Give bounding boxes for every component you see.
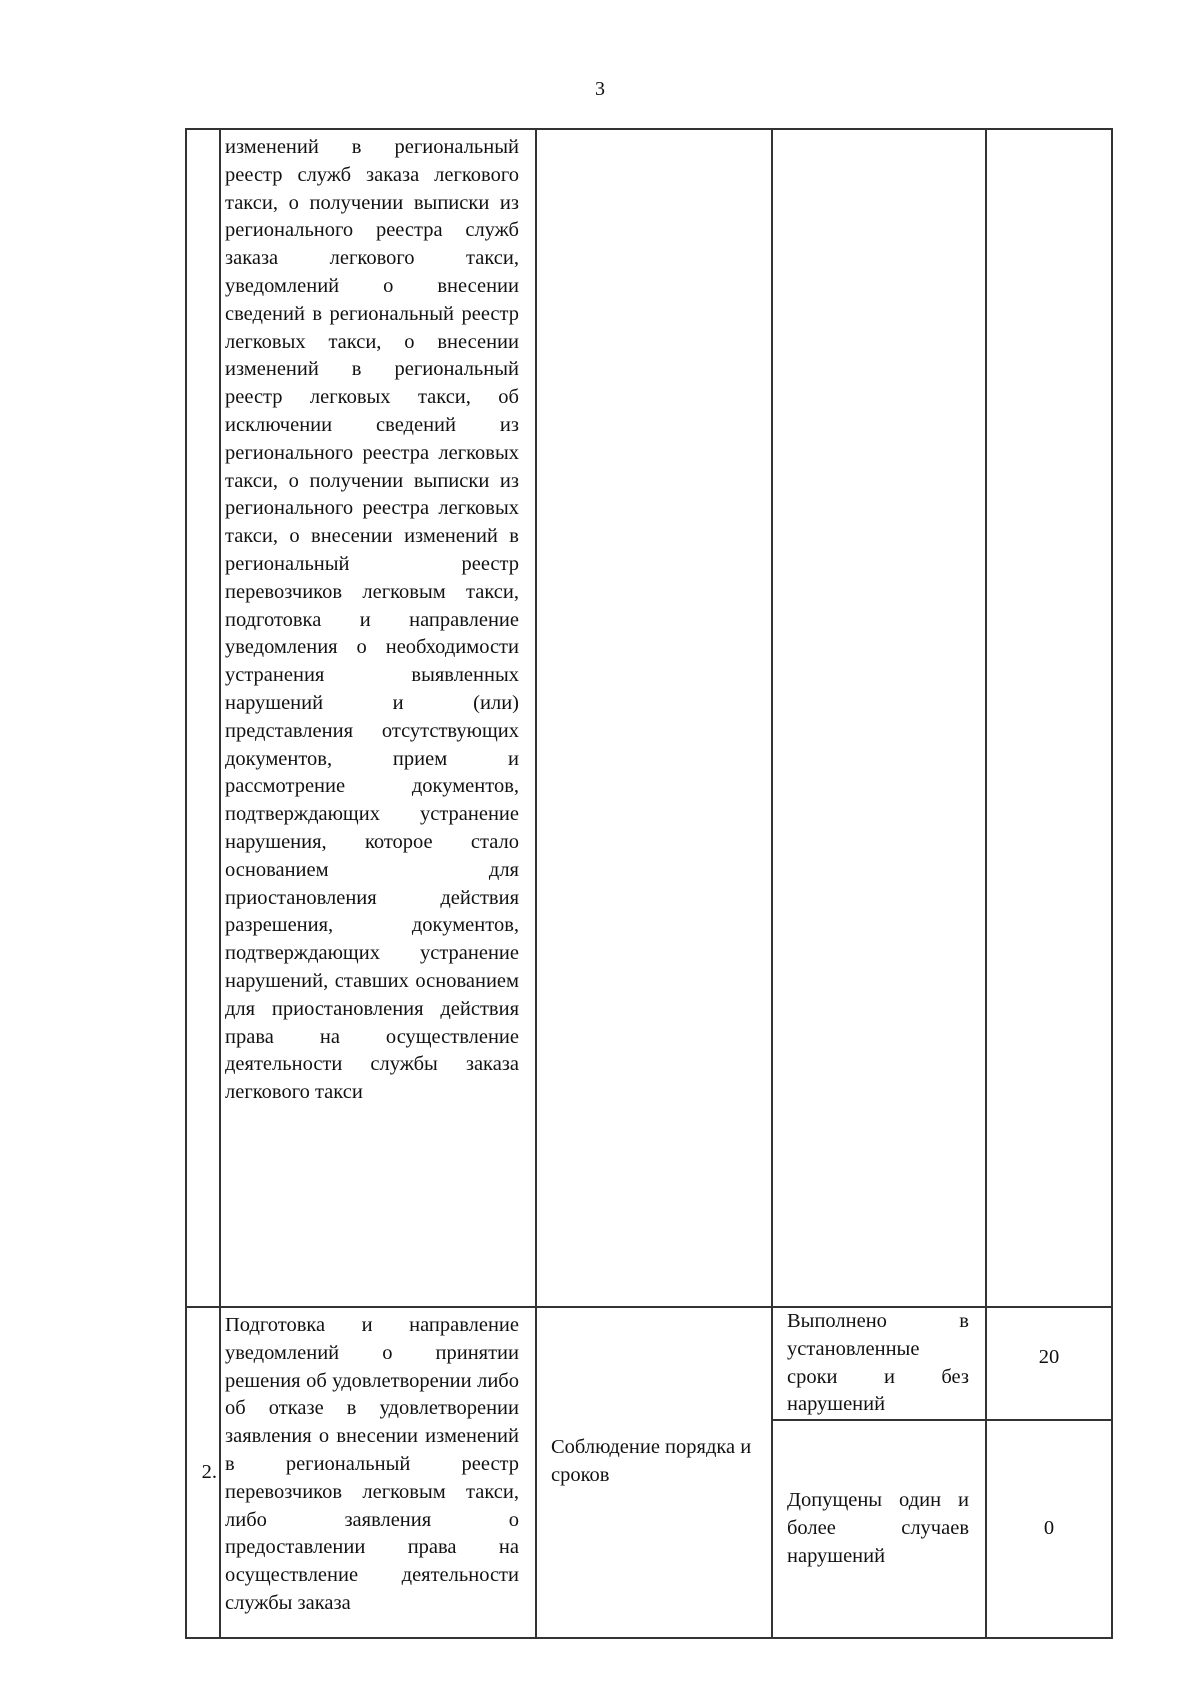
table-row <box>186 129 1112 1307</box>
points-cell <box>986 129 1112 1307</box>
points-cell: 20 <box>986 1307 1112 1420</box>
table-row <box>186 1307 1112 1420</box>
action-cell <box>220 129 536 1307</box>
criteria-table <box>185 128 1113 1639</box>
row-number-cell: 2. <box>186 1307 220 1638</box>
row-number-cell <box>186 129 220 1307</box>
result-cell: Выполнено в установленные сроки и без нарушений <box>772 1307 986 1420</box>
page-number: 3 <box>595 78 605 100</box>
result-cell <box>772 129 986 1307</box>
criterion-cell <box>536 129 772 1307</box>
result-cell: Допущены один и более случаев нарушений <box>772 1420 986 1638</box>
action-text: Подготовка и направление уведомлений о принятии решения об удовлетворении либо об отказе в удовлетворении заявления о внесении изменений в региональный реестр перевозчиков легковым такси, либо заявления о предоставлении права на осуществление деятельности службы заказа <box>225 1314 519 1614</box>
action-text: изменений в региональный реестр служб заказа легкового такси, о получении выписки из регионального реестра служб заказа легкового такси, уведомлений о внесении сведений в региональный реестр легковых такси, о внесении изменений в региональный реестр легковых такси, об исключении сведений из регионального реестра легковых такси, о получении выписки из регионального реестра легковых такси, о внесении изменений в региональный реестр перевозчиков легковым такси, подготовка и направление уведомления о необходимости устранения выявленных нарушений и (или) представления отсутствующих документов, прием и рассмотрение документов, подтверждающих устранение нарушения, которое стало основанием для приостановления действия разрешения, документов, подтверждающих устранение нарушений, ставших основанием для приостановления действия права на осуществление деятельности службы заказа легкового такси <box>225 136 519 1104</box>
action-cell <box>220 1307 536 1638</box>
points-cell: 0 <box>986 1420 1112 1638</box>
criterion-cell: Соблюдение порядка и сроков <box>536 1307 772 1638</box>
